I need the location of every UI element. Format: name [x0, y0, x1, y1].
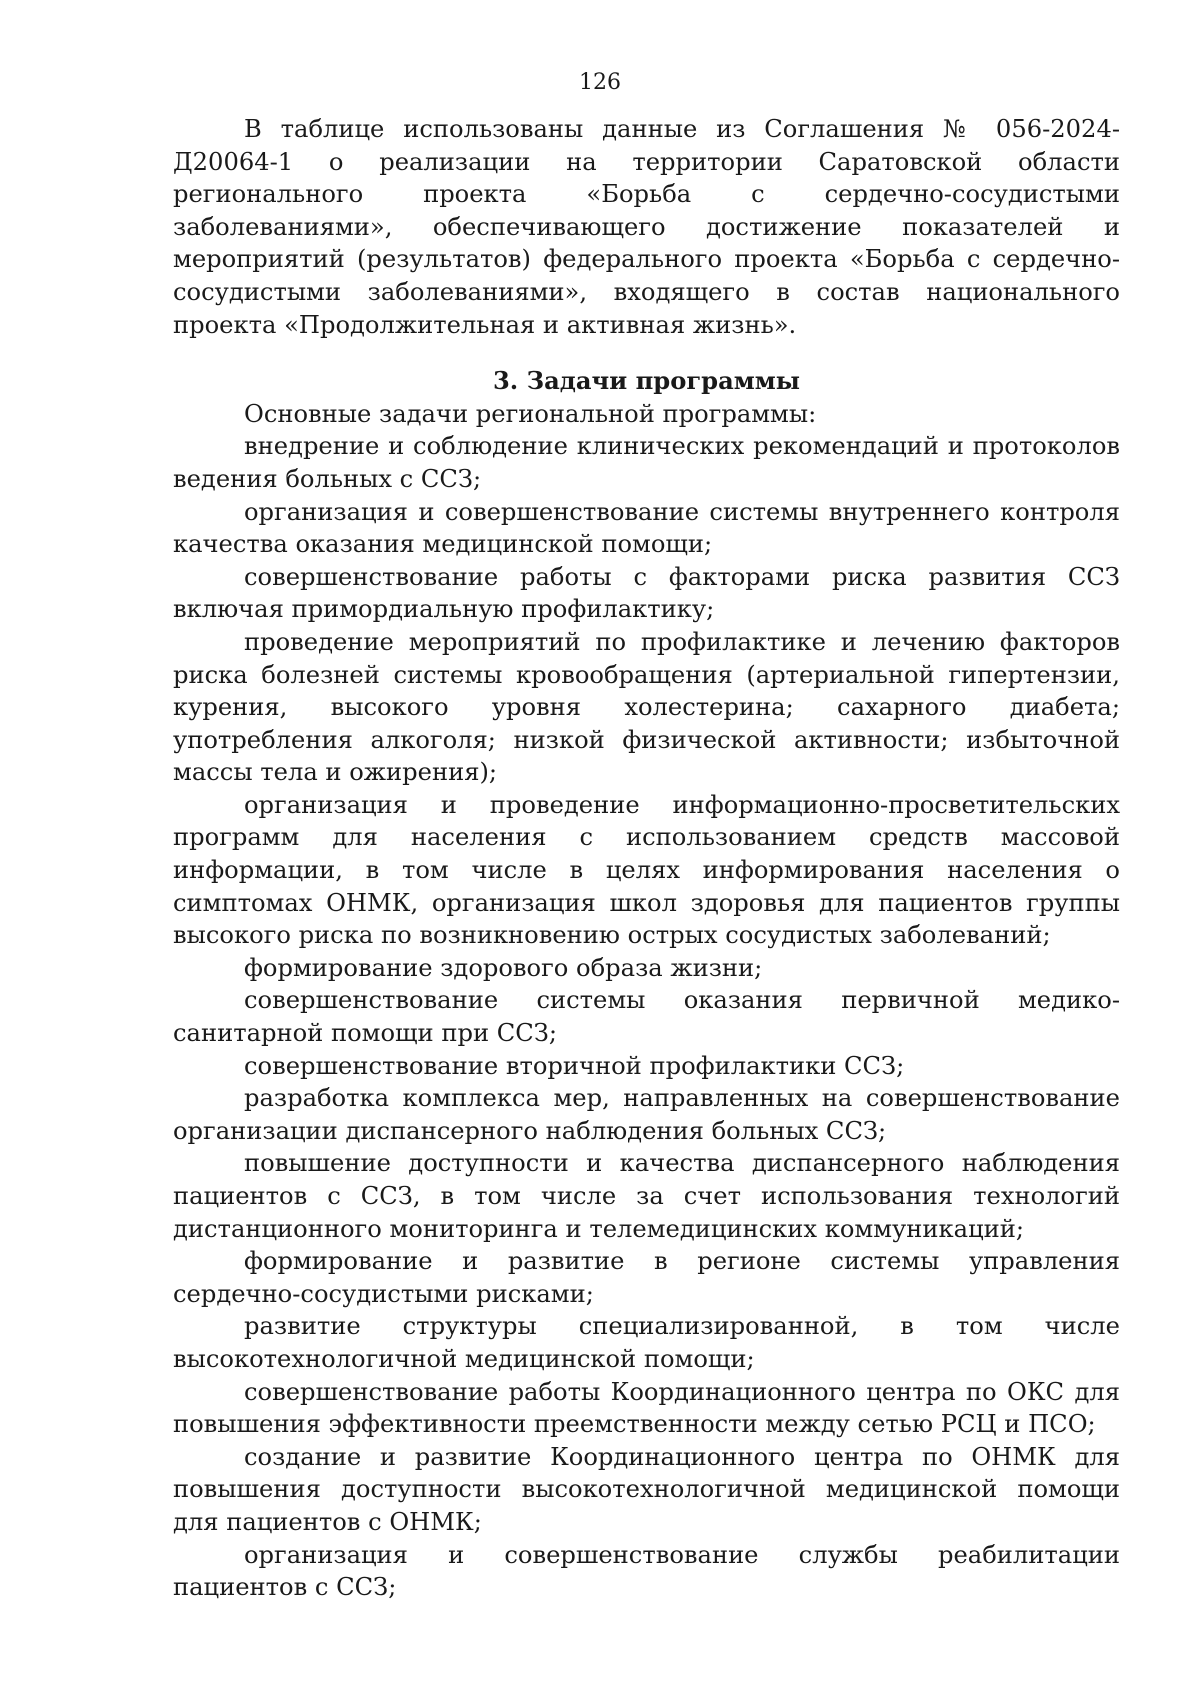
task-item: организация и проведение информационно-просветительских программ для населения с использованием средств массовой информации, в том числе в целях информирования населения о симптомах ОНМК, организация школ здоровья для пациентов группы высокого риска по возникновению острых сосудистых заболеваний; [173, 790, 1120, 950]
task-item: организация и совершенствование системы внутреннего контроля качества оказания медицинской помощи; [173, 497, 1120, 559]
task-item: формирование здорового образа жизни; [244, 953, 763, 982]
task-item: развитие структуры специализированной, в том числе высокотехнологичной медицинской помощи; [173, 1312, 1120, 1373]
task-item: совершенствование системы оказания первичной медико-санитарной помощи при ССЗ; [173, 986, 1120, 1048]
task-item: создание и развитие Координационного центра по ОНМК для повышения доступности высокотехнологичной медицинской помощи для пациентов с ОНМК; [173, 1442, 1120, 1536]
task-item: совершенствование работы Координационного центра по ОКС для повышения эффективности преемственности между сетью РСЦ и ПСО; [173, 1377, 1120, 1439]
task-item: разработка комплекса мер, направленных на совершенствование организации диспансерного наблюдения больных ССЗ; [173, 1084, 1120, 1145]
page-content [173, 113, 1120, 1604]
page-number: 126 [579, 70, 621, 95]
task-item: формирование и развитие в регионе системы управления сердечно-сосудистыми рисками; [173, 1247, 1120, 1308]
task-item: повышение доступности и качества диспансерного наблюдения пациентов с ССЗ, в том числе за счет использования технологий дистанционного мониторинга и телемедицинских коммуникаций; [173, 1149, 1120, 1243]
task-item: совершенствование работы с факторами риска развития ССЗ включая примордиальную профилактику; [173, 562, 1120, 624]
section-heading: 3. Задачи программы [492, 366, 801, 396]
task-item: организация и совершенствование службы реабилитации пациентов с ССЗ; [173, 1540, 1120, 1602]
task-item: совершенствование вторичной профилактики ССЗ; [244, 1051, 905, 1080]
intro-paragraph: В таблице использованы данные из Соглашения № 056-2024-Д20064-1 о реализации на территории Саратовской области регионального проекта «Борьба с сердечно-сосудистыми заболеваниями», обеспечивающего достижение показателей и мероприятий (результатов) федерального проекта «Борьба с сердечно-сосудистыми заболеваниями», входящего в состав национального проекта «Продолжительная и активная жизнь». [173, 115, 1120, 339]
tasks-lead: Основные задачи региональной программы: [244, 399, 817, 428]
task-item: проведение мероприятий по профилактике и лечению факторов риска болезней системы кровообращения (артериальной гипертензии, курения, высокого уровня холестерина; сахарного диабета; употребления алкоголя; низкой физической активности; избыточной массы тела и ожирения); [173, 627, 1120, 787]
task-item: внедрение и соблюдение клинических рекомендаций и протоколов ведения больных с ССЗ; [173, 432, 1120, 493]
